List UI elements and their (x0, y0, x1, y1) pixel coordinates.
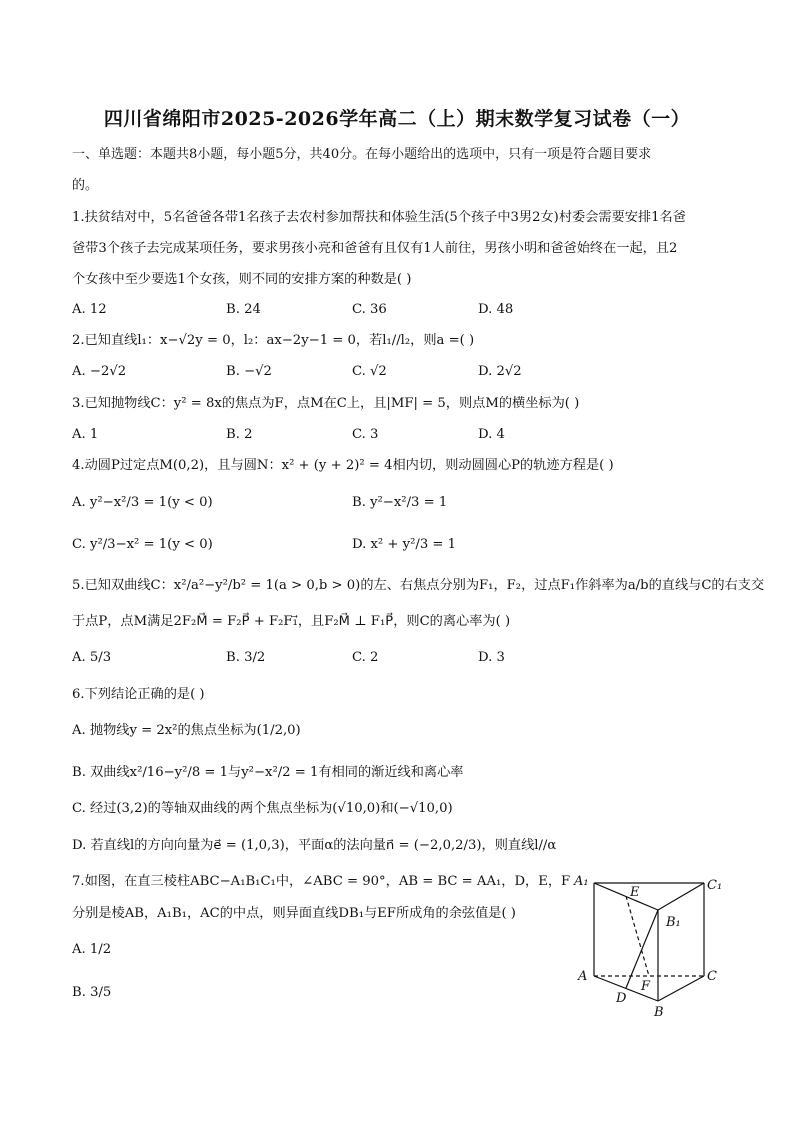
label-e: E (630, 885, 640, 900)
label-a1: A₁ (574, 874, 589, 889)
prism-figure (566, 868, 726, 1023)
q7-option-a: A. 1/2 (72, 942, 112, 957)
q5-line2: 于点P，点M满足2F₂M⃗ = F₂P⃗ + F₂F₁⃗，且F₂M⃗ ⊥ F₁P⃗，则C的离心率为( ) (72, 614, 511, 629)
q6-stem: 6.下列结论正确的是( ) (72, 687, 205, 702)
q3-stem: 3.已知抛物线C：y² = 8x的焦点为F，点M在C上，且|MF| = 5，则点M的横坐标为( ) (72, 396, 580, 411)
q1-option-c: C. 36 (352, 302, 387, 317)
section-instructions-line1: 一、单选题：本题共8小题，每小题5分，共40分。在每小题给出的选项中，只有一项是符合题目要求 (72, 147, 652, 162)
q6-option-b: B. 双曲线x²/16−y²/8 = 1与y²−x²/2 = 1有相同的渐近线和离心率 (72, 765, 464, 780)
q7-line2: 分别是棱AB，A₁B₁，AC的中点，则异面直线DB₁与EF所成角的余弦值是( ) (72, 906, 516, 921)
q1-line1: 1.扶贫结对中，5名爸爸各带1名孩子去农村参加帮扶和体验生活(5个孩子中3男2女)村委会需要安排1名爸 (72, 210, 686, 225)
edge-b1c1 (658, 883, 704, 910)
q2-option-d: D. 2√2 (478, 364, 522, 379)
q7-option-b: B. 3/5 (72, 985, 112, 1000)
q3-option-a: A. 1 (72, 427, 99, 442)
page-title: 四川省绵阳市2025-2026学年高二（上）期末数学复习试卷（一） (103, 108, 691, 130)
q1-line2: 爸带3个孩子去完成某项任务，要求男孩小亮和爸爸有且仅有1人前往，男孩小明和爸爸始终在一起，且2 (72, 241, 678, 256)
q6-option-a: A. 抛物线y = 2x²的焦点坐标为(1/2,0) (72, 723, 301, 738)
q6-option-c: C. 经过(3,2)的等轴双曲线的两个焦点坐标为(√10,0)和(−√10,0) (72, 801, 453, 816)
q1-line3: 个女孩中至少要选1个女孩，则不同的安排方案的种数是( ) (72, 272, 412, 287)
q4-option-a: A. y²−x²/3 = 1(y < 0) (72, 495, 213, 510)
q5-option-c: C. 2 (352, 650, 379, 665)
q3-option-b: B. 2 (226, 427, 253, 442)
q2-stem: 2.已知直线l₁：x−√2y = 0，l₂：ax−2y−1 = 0，若l₁//l₂，则a =( ) (72, 333, 475, 348)
q4-option-d: D. x² + y²/3 = 1 (352, 537, 457, 552)
q4-option-b: B. y²−x²/3 = 1 (352, 495, 448, 510)
segment-ef-hidden (626, 896, 649, 976)
label-a: A (578, 969, 588, 984)
q7-line1: 7.如图，在直三棱柱ABC−A₁B₁C₁中，∠ABC = 90°，AB = BC = AA₁，D，E，F (72, 874, 571, 889)
label-d: D (616, 991, 627, 1006)
q5-option-b: B. 3/2 (226, 650, 266, 665)
edge-bc (658, 976, 704, 1001)
q2-option-c: C. √2 (352, 364, 387, 379)
q4-option-c: C. y²/3−x² = 1(y < 0) (72, 537, 213, 552)
q1-option-b: B. 24 (226, 302, 261, 317)
q5-option-a: A. 5/3 (72, 650, 112, 665)
label-f: F (641, 979, 651, 994)
label-c: C (707, 969, 717, 984)
q3-option-c: C. 3 (352, 427, 379, 442)
q1-option-d: D. 48 (478, 302, 514, 317)
section-instructions-line2: 的。 (72, 178, 99, 193)
label-c1: C₁ (707, 878, 723, 893)
q5-line1: 5.已知双曲线C：x²/a²−y²/b² = 1(a > 0,b > 0)的左、右焦点分别为F₁，F₂，过点F₁作斜率为a/b的直线与C的右支交 (72, 578, 765, 593)
label-b: B (654, 1005, 664, 1020)
q2-option-a: A. −2√2 (72, 364, 127, 379)
q2-option-b: B. −√2 (226, 364, 272, 379)
q6-option-d: D. 若直线l的方向向量为e⃗ = (1,0,3)，平面α的法向量n⃗ = (−2,0,2/3)，则直线l//α (72, 838, 557, 853)
label-b1: B₁ (666, 915, 681, 930)
q3-option-d: D. 4 (478, 427, 505, 442)
q4-stem: 4.动圆P过定点M(0,2)，且与圆N：x² + (y + 2)² = 4相内切，则动圆圆心P的轨迹方程是( ) (72, 458, 614, 473)
q1-option-a: A. 12 (72, 302, 107, 317)
q5-option-d: D. 3 (478, 650, 505, 665)
